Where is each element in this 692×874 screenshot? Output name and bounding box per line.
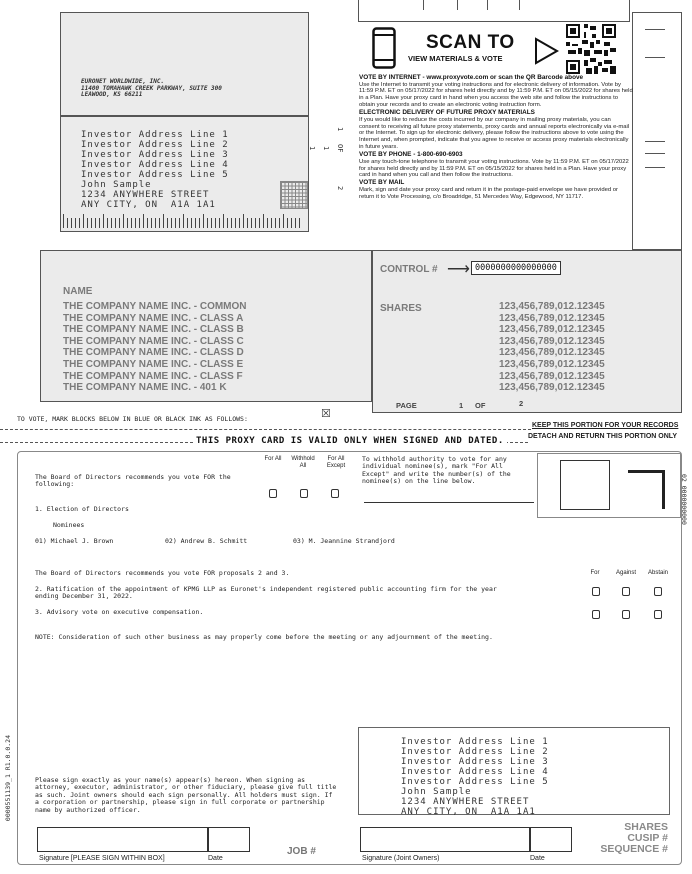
holdings-shares-panel — [372, 250, 682, 413]
investor-street: 1234 ANYWHERE STREET — [401, 797, 530, 807]
for-all-except-checkbox[interactable] — [331, 489, 339, 498]
detach-line — [0, 429, 531, 430]
return-address-window — [358, 727, 670, 815]
share-value: 123,456,789,012.12345 — [499, 382, 605, 394]
mark-example-icon: ☒ — [321, 408, 331, 420]
page-current: 1 — [459, 401, 464, 410]
investor-address-line: Investor Address Line 4 — [81, 160, 229, 170]
investor-name: John Sample — [401, 787, 472, 797]
holdings-names-panel — [40, 250, 372, 402]
investor-address-line: Investor Address Line 4 — [401, 767, 549, 777]
joint-signature-box[interactable] — [360, 827, 530, 852]
col-for: For — [590, 570, 600, 576]
investor-city: ANY CITY, ON A1A 1A1 — [81, 200, 216, 210]
board-recommends-2: The Board of Directors recommends you vote FOR proposals 2 and 3. — [35, 569, 290, 577]
company-name: THE COMPANY NAME INC. - CLASS E — [63, 358, 244, 370]
date-label: Date — [208, 855, 223, 862]
item-3-for-checkbox[interactable] — [592, 610, 600, 619]
share-value: 123,456,789,012.12345 — [499, 358, 605, 370]
keep-portion-label: KEEP THIS PORTION FOR YOUR RECORDS — [532, 422, 679, 429]
sequence-label: SEQUENCE # — [600, 843, 668, 855]
mark-instruction: TO VOTE, MARK BLOCKS BELOW IN BLUE OR BLACK INK AS FOLLOWS: — [17, 415, 248, 423]
nominee: 03) M. Jeannine Strandjord — [293, 537, 395, 545]
col-abstain: Abstain — [647, 570, 668, 576]
withhold-instruction: To withhold authority to vote for any individual nominee(s), mark "For All Except" and write the number(s) of the nominee(s) on the line below. — [362, 455, 511, 486]
valid-notice: THIS PROXY CARD IS VALID ONLY WHEN SIGNED AND DATED. — [193, 436, 507, 446]
col-withhold-all: Withhold All — [291, 456, 315, 469]
control-label: CONTROL # — [380, 264, 438, 275]
electronic-delivery-body: If you would like to reduce the costs incurred by our company in mailing proxy materials, you can consent to receiving all future proxy statements, proxy cards and annual reports electronically via e-mail or the Internet. To sign up for electronic delivery, please follow the instructions above to vote using the Internet and, when prompted, indicate that you agree to receive or access proxy materials electronically in future years. — [359, 116, 630, 151]
item-1: 1. Election of Directors — [35, 505, 129, 513]
side-marker: 1 — [308, 146, 316, 151]
board-recommends-1: The Board of Directors recommends you vote FOR the following: — [35, 473, 231, 489]
joint-date-label: Date — [530, 855, 545, 862]
scan-title: SCAN TO — [426, 32, 515, 53]
vote-phone-body: Use any touch-tone telephone to transmit your voting instructions. Vote by 11:59 P.M. ET on 05/17/2022 for shares held directly and by 11:59 P.M. ET on 05/15/2022 for shares held in a Plan. Have your proxy card in hand when you call and then follow the instructions. — [359, 158, 629, 179]
shares-code-label: SHARES — [624, 821, 668, 833]
cusip-label: CUSIP # — [627, 832, 668, 844]
job-number-label: JOB # — [287, 846, 316, 857]
side-marker: 1 — [336, 127, 344, 132]
item-2-against-checkbox[interactable] — [622, 587, 630, 596]
joint-signature-label: Signature (Joint Owners) — [362, 855, 440, 862]
detach-portion-label: DETACH AND RETURN THIS PORTION ONLY — [528, 433, 678, 440]
share-value: 123,456,789,012.12345 — [499, 301, 605, 312]
company-name: THE COMPANY NAME INC. - COMMON — [63, 301, 247, 312]
control-number: 0000000000000000 — [471, 261, 561, 275]
investor-address-line: Investor Address Line 5 — [81, 170, 229, 180]
share-value: 123,456,789,012.12345 — [499, 347, 605, 359]
item-2: 2. Ratification of the appointment of KPMG LLP as Euronet's independent registered public accounting firm for the year ending December 31, 2022. — [35, 585, 497, 601]
return-address-line: LEAWOOD, KS 66211 — [81, 91, 143, 98]
return-address — [81, 79, 222, 99]
company-name: THE COMPANY NAME INC. - CLASS A — [63, 312, 244, 324]
page-label: PAGE — [396, 401, 417, 410]
voting-instructions — [359, 74, 633, 201]
company-name: THE COMPANY NAME INC. - CLASS D — [63, 347, 244, 359]
investor-address-line: Investor Address Line 2 — [81, 140, 229, 150]
top-tab-box — [358, 0, 630, 22]
investor-address-lower — [401, 737, 549, 817]
return-address-line: EURONET WORLDWIDE, INC. — [81, 78, 165, 85]
page-total: 2 — [519, 399, 524, 408]
share-value-list — [499, 301, 605, 394]
investor-address-line: Investor Address Line 1 — [401, 737, 549, 747]
investor-address-line: Investor Address Line 1 — [81, 130, 229, 140]
nominee-write-in-line[interactable] — [364, 502, 534, 503]
page-of: OF — [475, 401, 486, 410]
col-for-all: For All — [264, 456, 282, 462]
shares-label: SHARES — [380, 303, 422, 314]
share-value: 123,456,789,012.12345 — [499, 312, 605, 324]
vote-mail-body: Mark, sign and date your proxy card and return it in the postage-paid envelope we have provided or return it to Vote Processing, c/o Broadridge, 51 Mercedes Way, Edgewood, NY 11717. — [359, 186, 619, 200]
footer-codes — [590, 822, 668, 855]
investor-street: 1234 ANYWHERE STREET — [81, 190, 210, 200]
investor-address-line: Investor Address Line 3 — [81, 150, 229, 160]
arrow-right-icon — [533, 36, 561, 66]
nominee: 02) Andrew B. Schmitt — [165, 537, 248, 545]
company-name: THE COMPANY NAME INC. - 401 K — [63, 382, 227, 394]
scan-mark-box — [537, 453, 681, 518]
investor-city: ANY CITY, ON A1A 1A1 — [401, 807, 536, 817]
side-marker: OF — [336, 144, 344, 153]
investor-name: John Sample — [81, 180, 152, 190]
right-side-code: 02 0000000000 — [680, 474, 688, 525]
joint-date-box[interactable] — [530, 827, 572, 852]
company-list — [63, 301, 247, 394]
right-edge-panel — [632, 12, 682, 250]
side-marker: 2 — [336, 186, 344, 191]
for-all-checkbox[interactable] — [269, 489, 277, 498]
vote-phone-heading: VOTE BY PHONE - 1-800-690-6903 — [359, 151, 463, 159]
col-against: Against — [615, 570, 636, 576]
sign-instruction: Please sign exactly as your name(s) appear(s) hereon. When signing as attorney, executor, administrator, or other fiduciary, please give full title as such. Joint owners should each sign personally. All holders must sign. If a corporation or partnership, please sign in full corporate or partnership name by authorized officer. — [35, 776, 337, 814]
company-name: THE COMPANY NAME INC. - CLASS C — [63, 335, 244, 347]
withhold-all-checkbox[interactable] — [300, 489, 308, 498]
return-address-panel — [60, 12, 309, 116]
control-arrow-icon: ⟶ — [447, 261, 470, 278]
share-value: 123,456,789,012.12345 — [499, 370, 605, 382]
company-name: THE COMPANY NAME INC. - CLASS F — [63, 370, 243, 382]
date-box[interactable] — [208, 827, 250, 852]
scan-subtitle: VIEW MATERIALS & VOTE — [408, 54, 503, 63]
vote-internet-heading: VOTE BY INTERNET - www.proxyvote.com or scan the QR Barcode above — [359, 74, 584, 81]
signature-box[interactable] — [37, 827, 208, 852]
left-side-code: 0000551139_1 R1.0.0.24 — [4, 735, 12, 822]
signature-label: Signature [PLEASE SIGN WITHIN BOX] — [39, 855, 165, 862]
investor-address-line: Investor Address Line 5 — [401, 777, 549, 787]
investor-address-line: Investor Address Line 2 — [401, 747, 549, 757]
phone-icon — [372, 27, 396, 69]
electronic-delivery-heading: ELECTRONIC DELIVERY OF FUTURE PROXY MATERIALS — [359, 109, 535, 117]
item-3: 3. Advisory vote on executive compensation. — [35, 608, 204, 616]
item-2-abstain-checkbox[interactable] — [654, 587, 662, 596]
qr-code-icon[interactable] — [566, 24, 616, 74]
item-3-abstain-checkbox[interactable] — [654, 610, 662, 619]
note: NOTE: Consideration of such other business as may properly come before the meeting or any adjournment of the meeting. — [35, 633, 493, 641]
investor-address-line: Investor Address Line 3 — [401, 757, 549, 767]
name-label: NAME — [63, 286, 93, 297]
postal-ruler — [63, 218, 303, 228]
nominee: 01) Michael J. Brown — [35, 537, 114, 545]
item-2-for-checkbox[interactable] — [592, 587, 600, 596]
investor-address — [81, 130, 229, 210]
side-marker: 1 — [322, 146, 330, 151]
company-name: THE COMPANY NAME INC. - CLASS B — [63, 324, 244, 336]
share-value: 123,456,789,012.12345 — [499, 324, 605, 336]
nominees-label: Nominees — [53, 521, 85, 529]
vote-mail-heading: VOTE BY MAIL — [359, 179, 405, 187]
return-address-line: 11400 TOMAHAWK CREEK PARKWAY, SUITE 300 — [81, 84, 222, 92]
item-3-against-checkbox[interactable] — [622, 610, 630, 619]
barcode-grid — [280, 181, 308, 209]
col-for-all-except: For All Except — [326, 456, 346, 469]
share-value: 123,456,789,012.12345 — [499, 335, 605, 347]
vote-internet-body: Use the Internet to transmit your voting instructions and for electronic delivery of information. Vote by 11:59 P.M. ET on 05/17/2022 for shares held directly and by 11:59 P.M. ET on 05/15/2022 for shares held in a Plan. Have your proxy card in hand when you access the web site and follow the instructions to obtain your records and to create an electronic voting instruction form. — [359, 81, 633, 109]
